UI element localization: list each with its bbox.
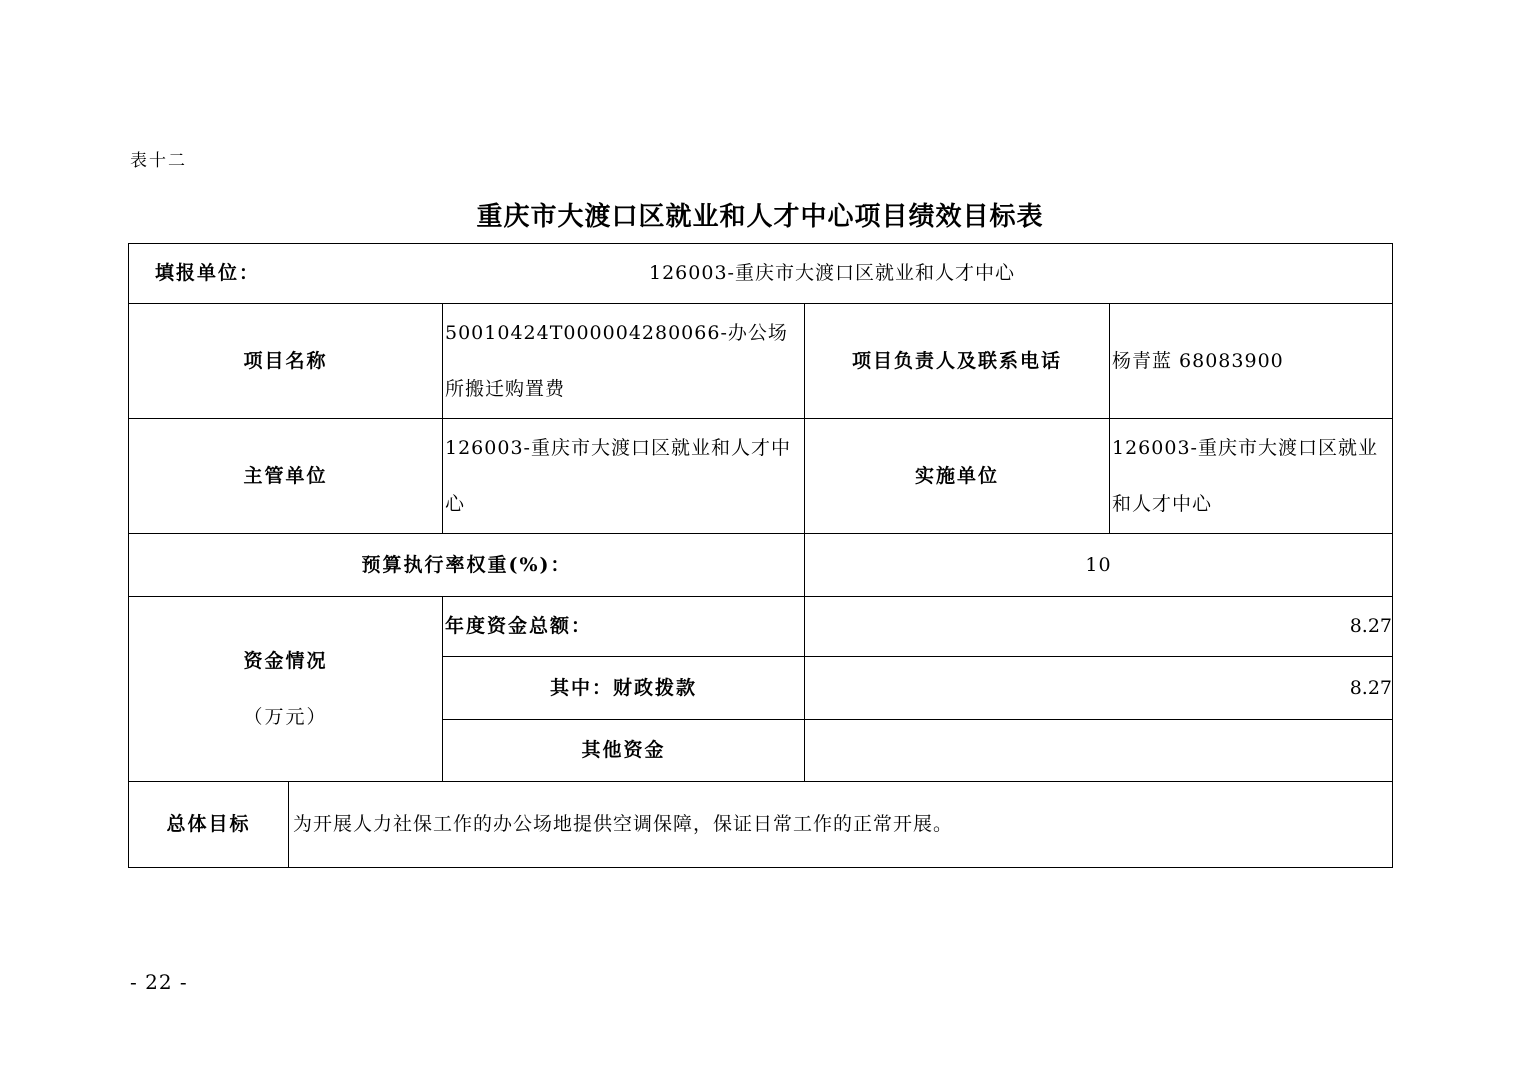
filler-value: 126003-重庆市大渡口区就业和人才中心 <box>649 262 1015 285</box>
funds-label: 资金情况 <box>243 650 328 672</box>
filler-row <box>129 244 1393 304</box>
page-number: - 22 - <box>130 970 188 994</box>
goal-label: 总体目标 <box>129 782 289 868</box>
fiscal-label: 其中：财政拨款 <box>443 657 805 720</box>
project-name-row <box>129 304 1393 419</box>
table-number: 表十二 <box>130 151 187 171</box>
other-funds-label: 其他资金 <box>443 720 805 782</box>
budget-weight-label: 预算执行率权重(%)： <box>129 534 805 597</box>
funds-unit: （万元） <box>243 706 328 728</box>
supervisor-label: 主管单位 <box>129 419 443 534</box>
implementer-value: 126003-重庆市大渡口区就业和人才中心 <box>1110 419 1393 534</box>
project-name-label: 项目名称 <box>129 304 443 419</box>
annual-total-value: 8.27 <box>805 597 1393 657</box>
funds-label-cell <box>129 597 443 782</box>
project-name-value: 50010424T000004280066-办公场所搬迁购置费 <box>443 304 805 419</box>
implementer-label: 实施单位 <box>805 419 1110 534</box>
goal-row <box>129 782 1393 868</box>
leader-label: 项目负责人及联系电话 <box>805 304 1110 419</box>
filler-cell <box>129 244 1393 304</box>
annual-total-label: 年度资金总额： <box>443 597 805 657</box>
budget-weight-value: 10 <box>805 534 1393 597</box>
other-funds-value <box>805 720 1393 782</box>
performance-target-table <box>128 243 1393 868</box>
document-title: 重庆市大渡口区就业和人才中心项目绩效目标表 <box>476 202 1044 232</box>
supervisor-row <box>129 419 1393 534</box>
annual-total-row <box>129 597 1393 657</box>
leader-value: 杨青蓝 68083900 <box>1110 304 1393 419</box>
filler-label: 填报单位： <box>155 262 261 285</box>
fiscal-value: 8.27 <box>805 657 1393 720</box>
supervisor-value: 126003-重庆市大渡口区就业和人才中心 <box>443 419 805 534</box>
goal-value: 为开展人力社保工作的办公场地提供空调保障，保证日常工作的正常开展。 <box>289 782 1393 868</box>
budget-weight-row <box>129 534 1393 597</box>
